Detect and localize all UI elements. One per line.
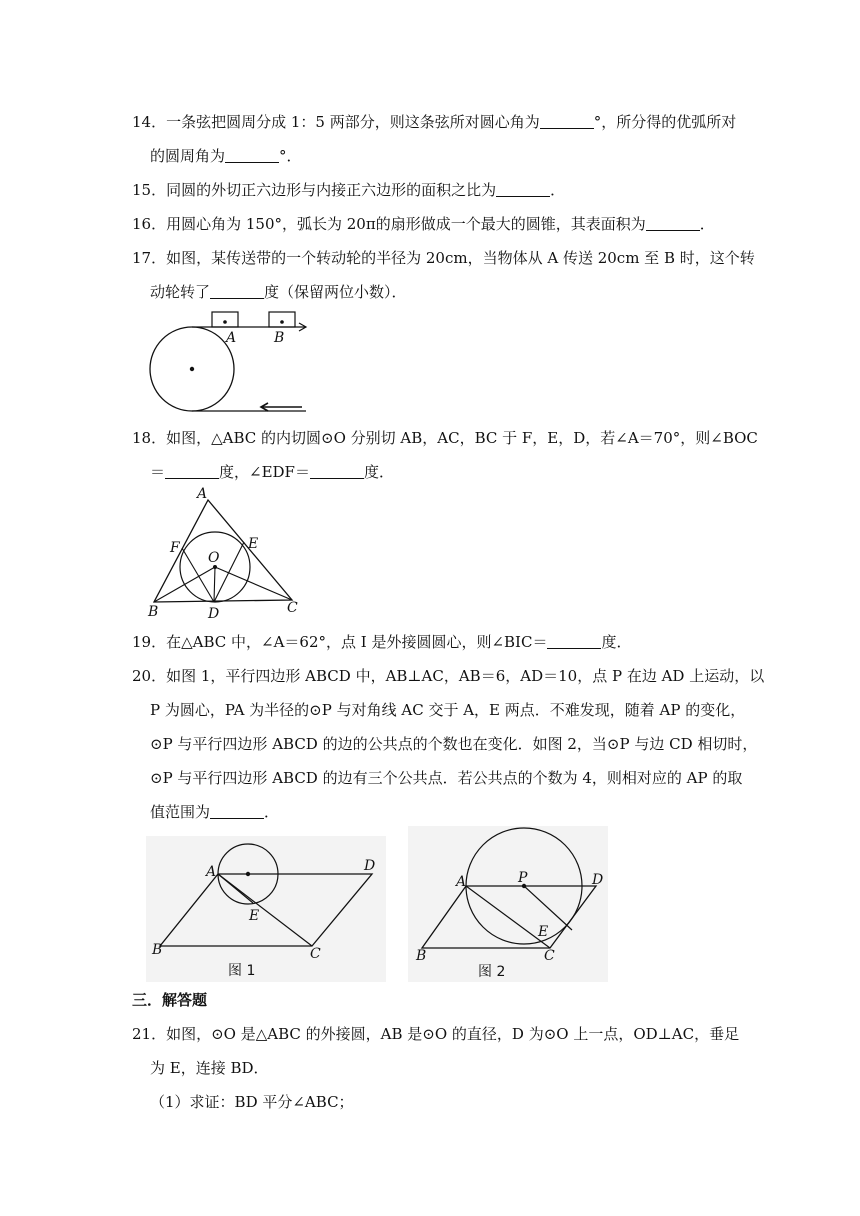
q17-line2: 动轮转了 度（保留两位小数）．: [150, 283, 407, 301]
q21-line3: （1）求证：BD 平分∠ABC；: [150, 1093, 354, 1111]
q14-line2: 的圆周角为 °．: [150, 147, 302, 165]
answer-blank: [646, 216, 700, 231]
answer-blank: [496, 182, 550, 197]
svg-text:P: P: [518, 870, 528, 886]
q14-line1: 14．一条弦把圆周分成 1：5 两部分，则这条弦所对圆心角为 °，所分得的优弧所对: [132, 113, 737, 131]
pulley-center: [190, 367, 194, 371]
q20-line2: P 为圆心，PA 为半径的⊙P 与对角线 AC 交于 A，E 两点．不难发现，随着 AP 的变化，: [150, 701, 746, 719]
parallelogram-figure-1: [146, 836, 386, 982]
svg-text:C: C: [544, 948, 555, 964]
svg-text:D: D: [208, 606, 220, 620]
answer-blank: [310, 464, 364, 479]
answer-blank: [225, 148, 279, 163]
q20-line1: 20．如图 1，平行四边形 ABCD 中，AB⊥AC，AB＝6，AD＝10，点 P 在边 AD 上运动，以: [132, 667, 765, 685]
q18-line1: 18．如图，△ABC 的内切圆⊙O 分别切 AB，AC，BC 于 F，E，D，若∠A＝70°，则∠BOC: [132, 429, 758, 447]
svg-text:D: D: [364, 858, 376, 874]
svg-text:B: B: [152, 942, 163, 958]
svg-text:F: F: [170, 540, 180, 556]
svg-text:O: O: [208, 550, 220, 566]
answer-blank: [165, 464, 219, 479]
svg-text:C: C: [287, 600, 298, 616]
conveyor-figure: [146, 306, 316, 418]
svg-text:D: D: [592, 872, 604, 888]
svg-text:B: B: [148, 604, 159, 620]
svg-text:A: A: [456, 874, 467, 890]
answer-blank: [210, 284, 264, 299]
svg-text:E: E: [538, 924, 549, 940]
svg-text:C: C: [310, 946, 321, 962]
q21-line1: 21．如图，⊙O 是△ABC 的外接圆，AB 是⊙O 的直径，D 为⊙O 上一点，OD⊥AC，垂足: [132, 1025, 740, 1043]
q17-line1: 17．如图，某传送带的一个转动轮的半径为 20cm，当物体从 A 传送 20cm 至 B 时，这个转: [132, 249, 755, 267]
q20-line5: 值范围为 ．: [150, 803, 280, 821]
svg-text:A: A: [197, 486, 208, 502]
q20-line3: ⊙P 与平行四边形 ABCD 的边的公共点的个数也在变化．如图 2，当⊙P 与边 CD 相切时，: [150, 735, 758, 753]
svg-text:E: E: [249, 908, 260, 924]
box-a: [212, 312, 238, 327]
label-a: A: [226, 330, 237, 346]
q16: 16．用圆心角为 150°，弧长为 20π的扇形做成一个最大的圆锥，其表面积为 ．: [132, 215, 715, 233]
section-title: 三．解答题: [132, 991, 208, 1009]
svg-text:A: A: [206, 864, 217, 880]
svg-text:B: B: [416, 948, 427, 964]
q18-line2: ＝ 度，∠EDF＝ 度．: [150, 463, 394, 481]
q19: 19．在△ABC 中，∠A＝62°，点 I 是外接圆圆心，则∠BIC＝ 度．: [132, 633, 632, 651]
q21-line2: 为 E，连接 BD．: [150, 1059, 269, 1077]
q20-line4: ⊙P 与平行四边形 ABCD 的边有三个公共点．若公共点的个数为 4，则相对应的 AP 的取: [150, 769, 743, 787]
svg-text:图 1: 图 1: [228, 963, 256, 979]
answer-blank: [540, 114, 594, 129]
svg-text:E: E: [248, 536, 259, 552]
answer-blank: [547, 634, 601, 649]
box-b: [269, 312, 295, 327]
svg-text:图 2: 图 2: [478, 964, 506, 980]
q15: 15．同圆的外切正六边形与内接正六边形的面积之比为 ．: [132, 181, 566, 199]
answer-blank: [210, 804, 264, 819]
label-b: B: [274, 330, 285, 346]
parallelogram-figure-2: [408, 826, 608, 982]
incircle-triangle-figure: [144, 486, 304, 620]
